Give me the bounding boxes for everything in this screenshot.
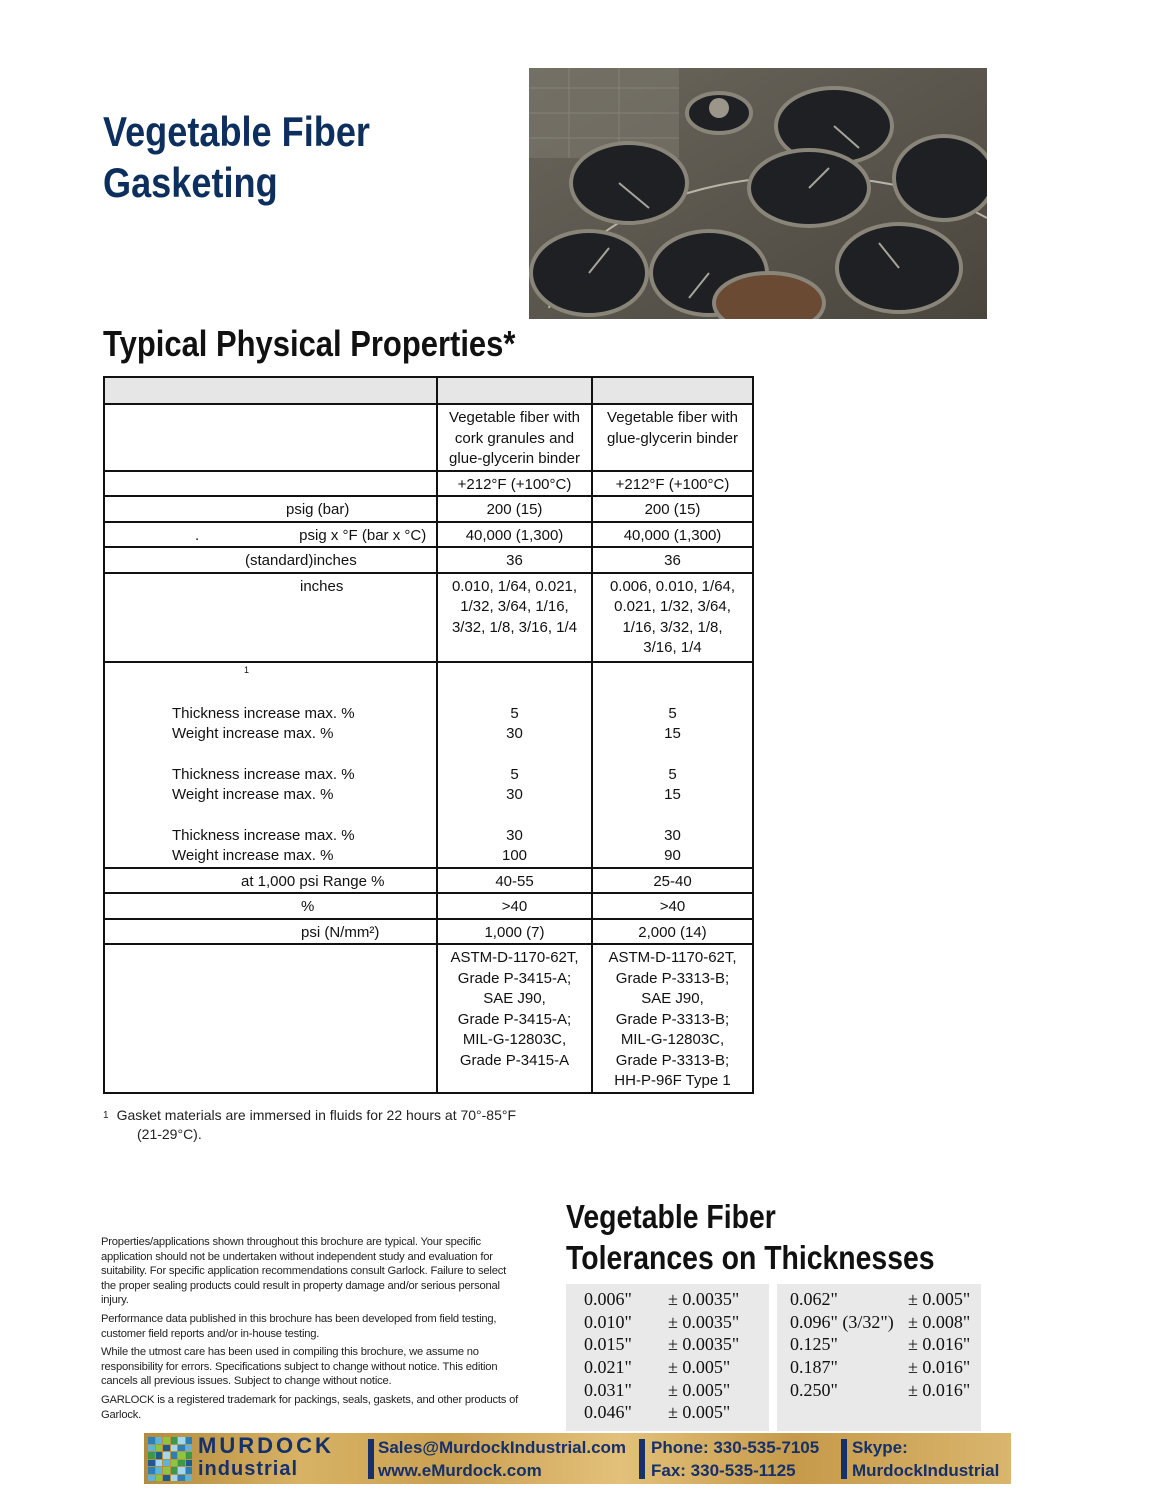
- logo-tile: [178, 1460, 185, 1467]
- table-row: +212°F (+100°C) +212°F (+100°C): [104, 471, 753, 497]
- logo-tile: [186, 1437, 193, 1444]
- divider: [841, 1439, 847, 1479]
- tolerances-heading: Vegetable Fiber Tolerances on Thicknesses: [566, 1198, 935, 1276]
- table-header-row: [104, 377, 753, 404]
- tolerance-row: 0.006" ± 0.0035": [584, 1289, 740, 1309]
- title-line-1: Vegetable Fiber: [103, 108, 370, 155]
- tolerance-row: 0.010" ± 0.0035": [584, 1311, 740, 1332]
- tolerance-row: 0.031" ± 0.005": [584, 1379, 731, 1400]
- logo-tile: [163, 1445, 170, 1452]
- tolerances-box-right: [777, 1284, 981, 1431]
- logo-tile: [156, 1452, 163, 1459]
- logo-tile: [178, 1445, 185, 1452]
- logo-tile: [186, 1452, 193, 1459]
- properties-heading: Typical Physical Properties*: [103, 323, 516, 364]
- logo-tile: [171, 1452, 178, 1459]
- tolerance-row: 0.015" ± 0.0035": [584, 1334, 740, 1355]
- logo-tile: [148, 1475, 155, 1482]
- logo-tile: [148, 1460, 155, 1467]
- logo-tile: [171, 1467, 178, 1474]
- logo-tile: [163, 1467, 170, 1474]
- logo-tile: [178, 1475, 185, 1482]
- title-line-2: Gasketing: [103, 159, 278, 206]
- logo-tile: [186, 1467, 193, 1474]
- logo-tile: [178, 1467, 185, 1474]
- logo-tile: [163, 1437, 170, 1444]
- tolerance-row: 0.187" ± 0.016": [790, 1357, 971, 1378]
- logo-tile: [171, 1437, 178, 1444]
- murdock-logo-icon: [148, 1437, 192, 1481]
- footnote: $^1$ Gasket materials are immersed in fluids for 22 hours at 70°-85°F (21-29°C).: [103, 1107, 517, 1142]
- photo-illustration: [529, 68, 987, 319]
- logo-tile: [148, 1445, 155, 1452]
- table-row-specifications: ASTM-D-1170-62T, Grade P-3415-A; SAE J90, Grade P-3415-A; MIL-G-12803C, Grade P-3415-A ASTM-D-1170-62T, Grade P-3313-B; SAE J90, Grade P-3313-B; MIL-G-12803C, Grade P-3313-B; HH-P-96F Type 1: [104, 944, 753, 1093]
- description-cell-col3: Vegetable fiber with glue-glycerin binder: [592, 404, 753, 471]
- logo-tile: [186, 1475, 193, 1482]
- logo-tile: [163, 1460, 170, 1467]
- tolerance-row: 0.096" (3/32") ± 0.008": [790, 1311, 971, 1332]
- logo-tile: [186, 1460, 193, 1467]
- logo-tile: [163, 1452, 170, 1459]
- table-row: psi (N/mm²) 1,000 (7) 2,000 (14): [104, 919, 753, 945]
- description-cell-col2: Vegetable fiber with cork granules and glue-glycerin binder: [437, 404, 592, 471]
- logo-tile: [171, 1460, 178, 1467]
- divider: [639, 1439, 645, 1479]
- tolerance-row: 0.062" ± 0.005": [790, 1289, 971, 1309]
- logo-tile: [171, 1445, 178, 1452]
- tolerance-row: 0.046" ± 0.005": [584, 1402, 731, 1423]
- email-link[interactable]: Sales@MurdockIndustrial.com: [378, 1438, 627, 1457]
- logo-tile: [156, 1437, 163, 1444]
- logo-tile: [148, 1467, 155, 1474]
- table-row-description: [104, 404, 753, 471]
- logo-tile: [148, 1437, 155, 1444]
- table-row: . psig x °F (bar x °C) 40,000 (1,300) 40,000 (1,300): [104, 522, 753, 548]
- table-row: at 1,000 psi Range % 40-55 25-40: [104, 868, 753, 894]
- logo-tile: [178, 1452, 185, 1459]
- logo-tile: [156, 1467, 163, 1474]
- table-row-immersion: 1 Thickness increase max. % Weight increase max. % Thickness increase max. % Weight increase max. % Thickness increase max. % Weight increase max. % 5 30 5 30 30 100 5 15 5 15 30 90: [104, 662, 753, 868]
- logo-tile: [156, 1475, 163, 1482]
- table-row: % >40 >40: [104, 893, 753, 919]
- aerial-treatment-plant-photo: [529, 68, 987, 319]
- website-link[interactable]: www.eMurdock.com: [378, 1461, 542, 1480]
- tolerance-row: 0.125" ± 0.016": [790, 1334, 971, 1355]
- table-row-thickness: inches 0.010, 1/64, 0.021, 1/32, 3/64, 1/16, 3/32, 1/8, 3/16, 1/4 0.006, 0.010, 1/64, 0.021, 1/32, 3/64, 1/16, 3/32, 1/8, 3/16, 1/4: [104, 573, 753, 662]
- table-row: psig (bar) 200 (15) 200 (15): [104, 496, 753, 522]
- tolerance-row: 0.250" ± 0.016": [790, 1379, 971, 1400]
- brand-name: MURDOCK: [198, 1433, 334, 1458]
- tolerances-box-left: [566, 1284, 769, 1431]
- logo-tile: [156, 1445, 163, 1452]
- table-row: (standard)inches 36 36: [104, 547, 753, 573]
- skype-id: MurdockIndustrial: [852, 1461, 1000, 1480]
- physical-properties-table: [103, 376, 754, 1094]
- contact-banner: [144, 1433, 1011, 1484]
- fax-number: Fax: 330-535-1125: [651, 1461, 796, 1480]
- phone-number: Phone: 330-535-7105: [651, 1438, 820, 1457]
- logo-tile: [148, 1452, 155, 1459]
- tolerance-row: 0.021" ± 0.005": [584, 1357, 731, 1378]
- logo-tile: [163, 1475, 170, 1482]
- logo-tile: [186, 1445, 193, 1452]
- skype-label: Skype:: [852, 1438, 908, 1457]
- logo-tile: [156, 1460, 163, 1467]
- brand-subname: industrial: [198, 1458, 299, 1480]
- disclaimer-text: Properties/applications shown throughout this brochure are typical. Your specific application should not be undertaken without independent study and evaluation for suitability. For specific application recommendations consult Garlock. Failure to select the proper sealing products could result in property damage and/or serious personal injury. Performance data published in this brochure has been developed from field testing, customer field reports and/or in-house testing. While the utmost care has been used in compiling this brochure, we assume no responsibility for errors. Specifications subject to change without notice. This edition cancels all previous issues. Subject to change without notice. GARLOCK is a registered trademark for packings, seals, gaskets, and other products of Garlock.: [101, 1236, 519, 1421]
- divider: [368, 1439, 374, 1479]
- page-title: [103, 106, 370, 208]
- logo-tile: [171, 1475, 178, 1482]
- logo-tile: [178, 1437, 185, 1444]
